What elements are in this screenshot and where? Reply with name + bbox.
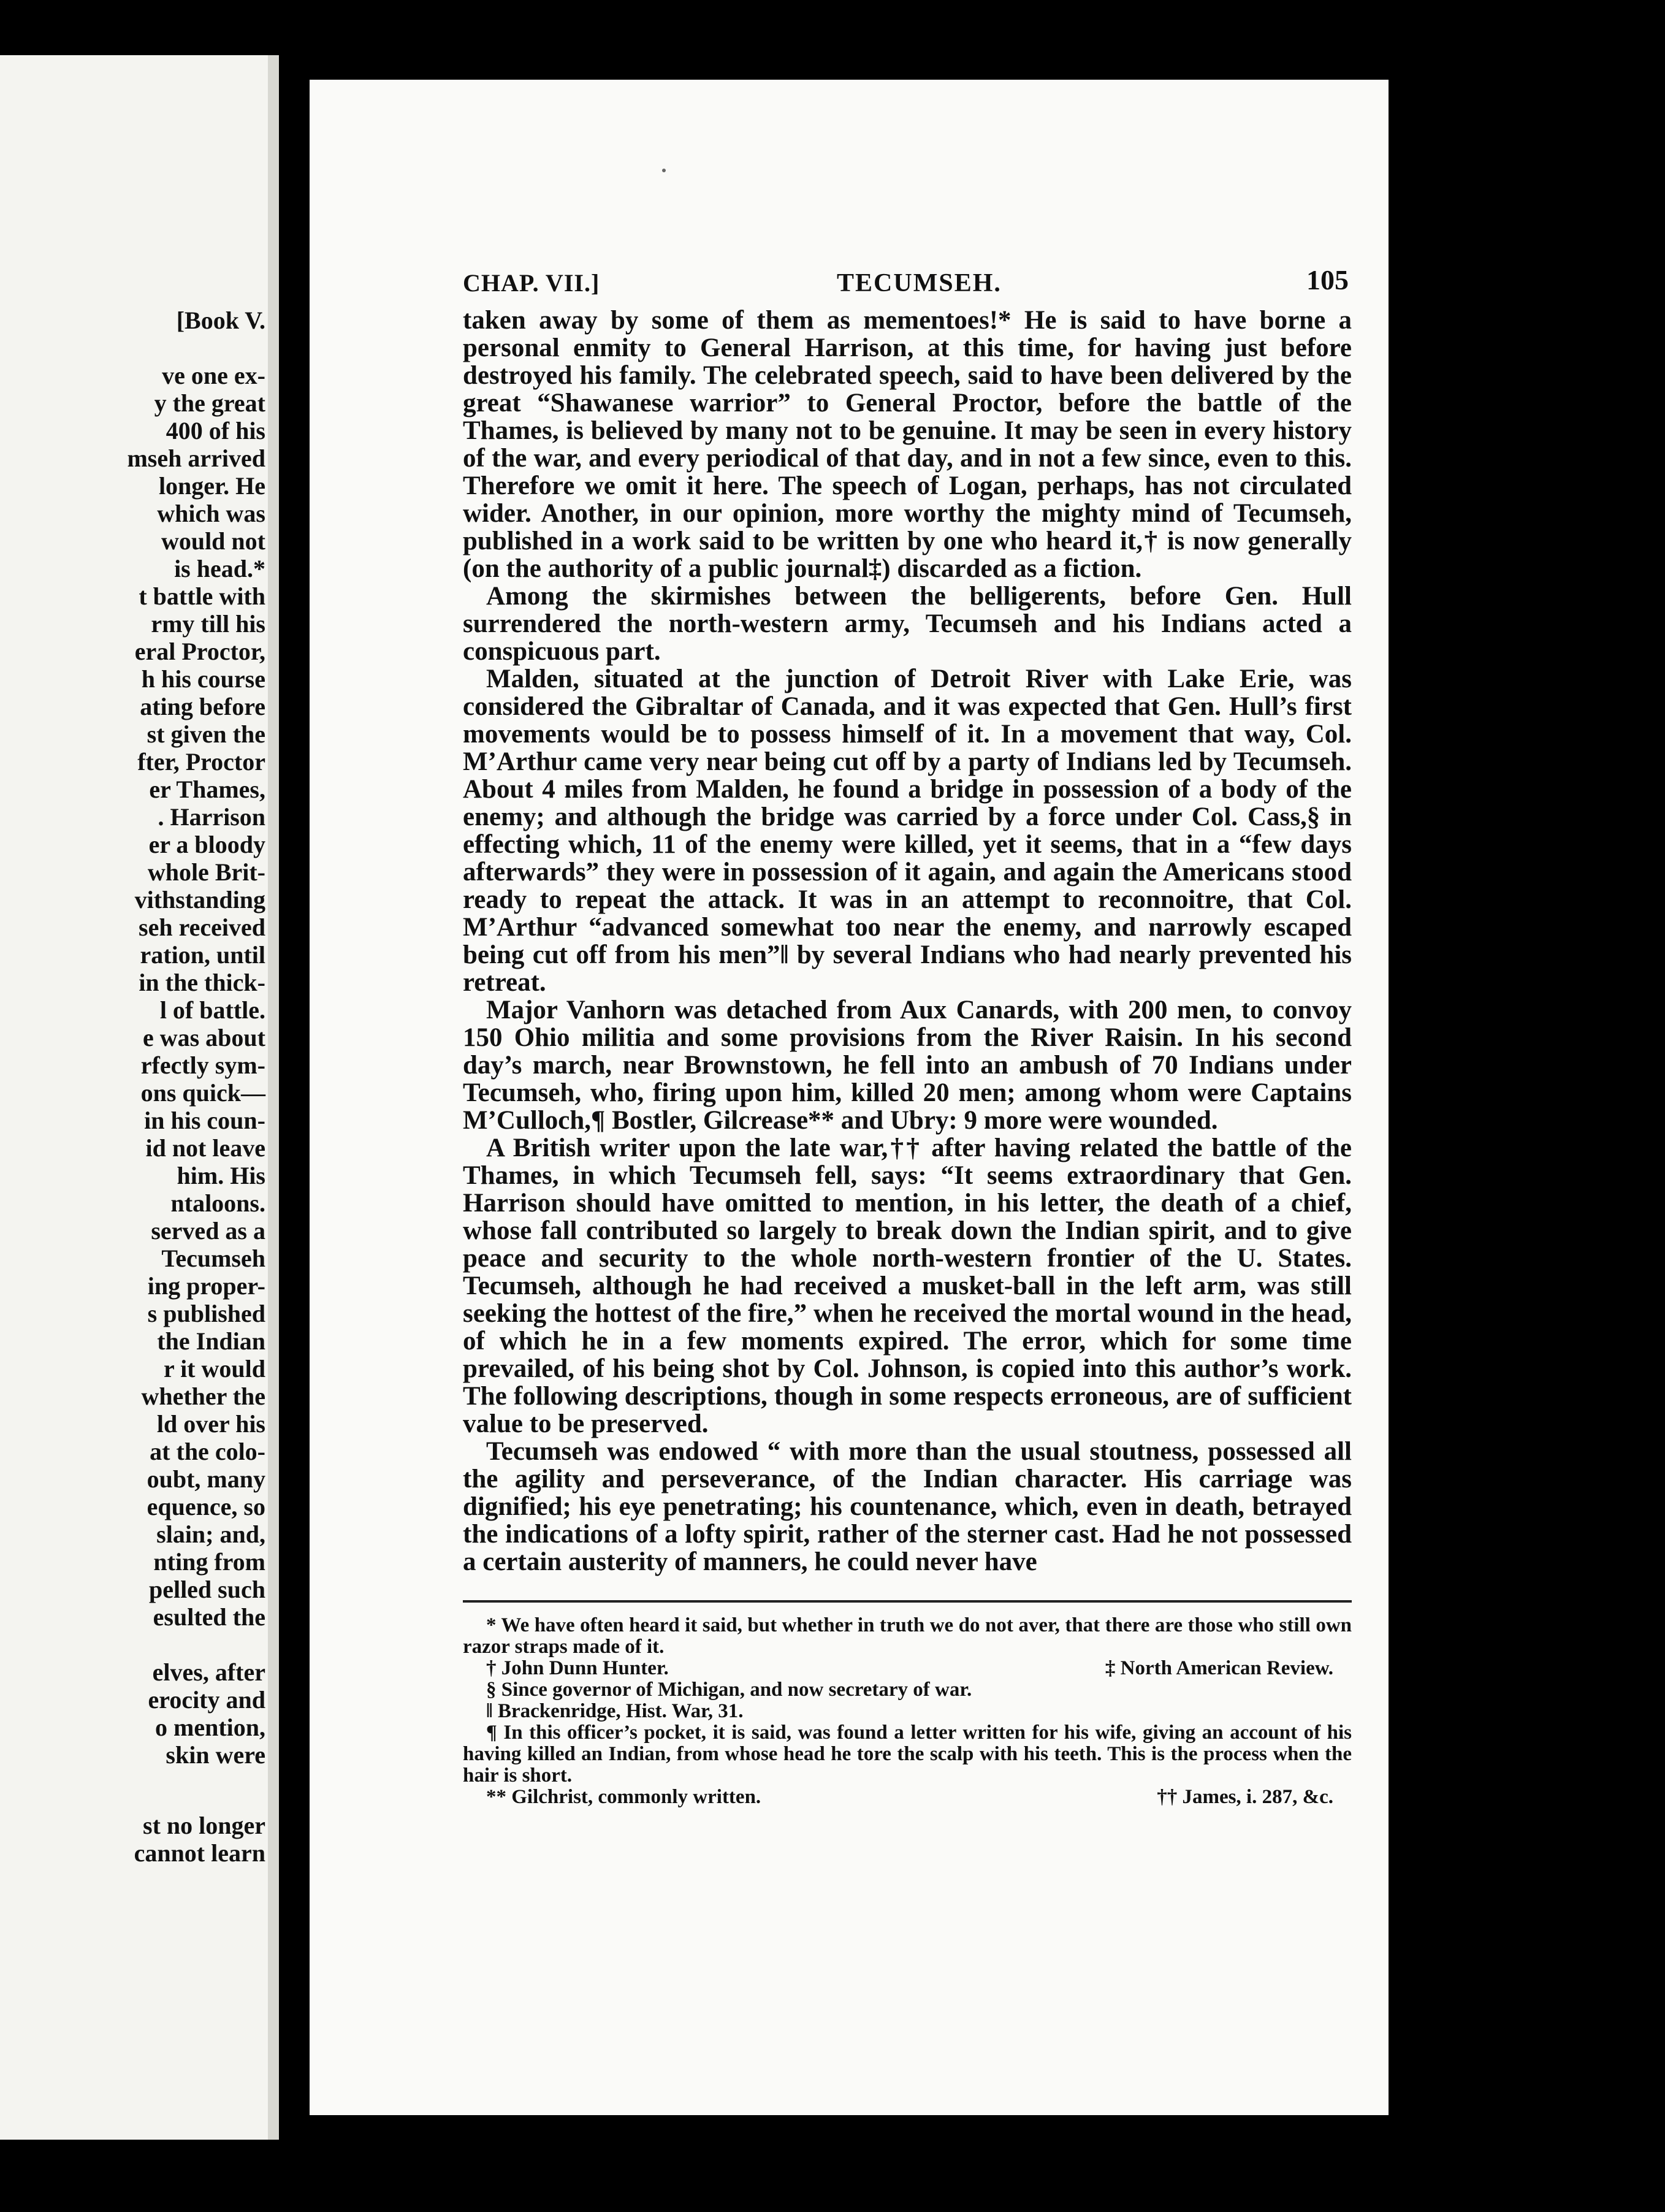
left-page-line: Tecumseh [161, 1245, 265, 1272]
left-page-line: whole Brit- [147, 858, 265, 886]
left-page-line: elves, after [152, 1658, 265, 1686]
footnote: * We have often heard it said, but whether in truth we do not aver, that there are those who still own razor straps made of it. [463, 1614, 1352, 1658]
paragraph: Major Vanhorn was detached from Aux Canards, with 200 men, to convoy 150 Ohio militia and some provisions from the River Raisin. In his second day’s march, near Brownstown, he fell into an ambush of 70 Indians under Tecumseh, who, firing upon him, killed 20 men; among whom were Captains M’Culloch,¶ Bostler, Gilcrease** and Ubry: 9 more were wounded. [463, 996, 1352, 1135]
left-page-line: the Indian [157, 1327, 265, 1355]
page-gutter [268, 55, 279, 2140]
running-head [463, 264, 1352, 307]
left-page-line: o mention, [155, 1714, 265, 1741]
left-page-line: h his course [141, 665, 265, 693]
left-page-line: id not leave [145, 1134, 265, 1162]
left-page-line: eral Proctor, [134, 638, 265, 665]
left-page-line: ing proper- [147, 1272, 265, 1300]
footnote-row [463, 1787, 1352, 1808]
page-number: 105 [1306, 264, 1349, 296]
footnote: ** Gilchrist, commonly written. [486, 1786, 761, 1808]
footnote-row [463, 1658, 1352, 1679]
paragraph: Among the skirmishes between the belligerents, before Gen. Hull surrendered the north-western army, Tecumseh and his Indians acted a conspicuous part. [463, 582, 1352, 666]
paragraph: A British writer upon the late war,†† after having related the battle of the Thames, in which Tecumseh fell, says: “It seems extraordinary that Gen. Harrison should have omitted to mention, in his letter, the death of a chief, whose fall contributed so largely to break down the Indian spirit, and to give peace and security to the whole north-western frontier of the U. States. Tecumseh, although he had received a musket-ball in the left arm, was still seeking the hottest of the fire,” when he received the mortal wound in the head, of which he in a few moments expired. The error, which for some time prevailed, of his being shot by Col. Johnson, is copied into this author’s work. The following descriptions, though in some respects erroneous, are of sufficient value to be preserved. [463, 1134, 1352, 1438]
left-page-line: cannot learn [134, 1839, 265, 1867]
left-page-line: equence, so [147, 1493, 265, 1520]
left-page-line: mseh arrived [127, 444, 265, 472]
footnote: † John Dunn Hunter. [486, 1657, 669, 1679]
left-page-line: ration, until [140, 941, 265, 969]
paragraph: taken away by some of them as mementoes!* He is said to have borne a personal enmity to General Harrison, at this time, for having just before destroyed his family. The celebrated speech, said to have been delivered by the great “Shawanese warrior” to General Proctor, before the battle of the Thames, is believed by many not to be genuine. It may be seen in every history of the war, and every periodical of that day, and in not a few since, even to this. Therefore we omit it here. The speech of Logan, perhaps, has not circulated wider. Another, in our opinion, more worthy the mighty mind of Tecumseh, published in a work said to be written by one who heard it,† is now generally (on the authority of a public journal‡) discarded as a fiction. [463, 306, 1352, 583]
left-page-line: served as a [151, 1217, 265, 1245]
left-page-line: ve one ex- [162, 362, 265, 389]
left-page-line: which was [157, 500, 265, 527]
footnote: § Since governor of Michigan, and now secretary of war. [486, 1679, 972, 1701]
left-page-line: l of battle. [159, 996, 265, 1024]
left-page-line: y the great [154, 389, 265, 417]
left-page-line: is head.* [174, 555, 265, 582]
left-page-line: would not [161, 527, 265, 555]
footnote: ‡ North American Review. [1105, 1657, 1333, 1679]
left-page-line: 400 of his [166, 417, 265, 444]
left-page-line: longer. He [158, 472, 265, 500]
left-page-line: skin were [166, 1741, 265, 1769]
page-title: TECUMSEH. [837, 269, 1002, 297]
page-speck [662, 169, 666, 172]
left-page-line: rfectly sym- [140, 1051, 265, 1079]
page-content [463, 264, 1352, 1808]
left-page-line: at the colo- [150, 1438, 265, 1465]
footnote: ‖ Brackenridge, Hist. War, 31. [486, 1700, 744, 1722]
paragraph: Tecumseh was endowed “ with more than the usual stoutness, possessed all the agility and perseverance, of the Indian character. His carriage was dignified; his eye penetrating; his countenance, which, even in death, betrayed the indications of a lofty spirit, rather of the sterner cast. Had he not possessed a certain austerity of manners, he could never have [463, 1437, 1352, 1576]
left-page-line: in the thick- [139, 969, 265, 996]
left-page-line: him. His [177, 1162, 265, 1189]
left-page-line: r it would [164, 1355, 265, 1382]
left-page-line: seh received [139, 913, 265, 941]
footnotes [463, 1615, 1352, 1808]
left-page-line: in his coun- [144, 1107, 265, 1134]
paragraph: Malden, situated at the junction of Detroit River with Lake Erie, was considered the Gibraltar of Canada, and it was expected that Gen. Hull’s first movements would be to possess himself of it. In a movement that way, Col. M’Arthur came very near being cut off by a party of Indians led by Tecumseh. About 4 miles from Malden, he found a bridge in possession of a body of the enemy; and although the bridge was carried by a force under Col. Cass,§ in effecting which, 11 of the enemy were killed, yet it seems, that in a “few days afterwards” they were in possession of it again, and again the Americans stood ready to repeat the attack. It was in an attempt to reconnoitre, that Col. M’Arthur “advanced somewhat too near the enemy, and narrowly escaped being cut off from his men”‖ by several Indians who had nearly prevented his retreat. [463, 665, 1352, 997]
right-page [310, 80, 1389, 2115]
left-page-line: whether the [141, 1382, 265, 1410]
left-page-line: s published [147, 1300, 265, 1327]
chapter-label: CHAP. VII.] [463, 269, 600, 297]
left-page-line: pelled such [148, 1576, 265, 1603]
left-page-line: [Book V. [176, 307, 265, 334]
left-page-line: er Thames, [149, 776, 265, 803]
left-page-line: erocity and [148, 1686, 265, 1714]
footnote: ¶ In this officer’s pocket, it is said, was found a letter written for his wife, giving an account of his having killed an Indian, from whose head he tore the scalp with his teeth. This is the process when the hair is short. [463, 1722, 1352, 1787]
left-page-line: oubt, many [147, 1465, 265, 1493]
left-page-line: . Harrison [158, 803, 265, 831]
left-page-line: nting from [153, 1548, 265, 1576]
left-page-line: ating before [140, 693, 265, 720]
left-page-line: ld over his [156, 1410, 265, 1438]
left-page-line: esulted the [153, 1603, 265, 1631]
left-facing-page [0, 55, 279, 2140]
left-page-line: st no longer [143, 1812, 265, 1839]
left-page-line: vithstanding [134, 886, 265, 913]
left-page-line: e was about [142, 1024, 265, 1051]
left-page-line: fter, Proctor [137, 748, 265, 776]
footnote: †† James, i. 287, &c. [1157, 1786, 1333, 1808]
left-page-line: t battle with [139, 582, 265, 610]
left-page-line: slain; and, [156, 1520, 265, 1548]
left-page-line: er a bloody [148, 831, 265, 858]
left-page-line: ons quick— [140, 1079, 265, 1107]
body-text [463, 307, 1352, 1576]
footnote-rule [463, 1600, 1352, 1603]
left-page-line: rmy till his [151, 610, 265, 638]
left-page-line: st given the [147, 720, 265, 748]
left-page-line: ntaloons. [170, 1189, 265, 1217]
